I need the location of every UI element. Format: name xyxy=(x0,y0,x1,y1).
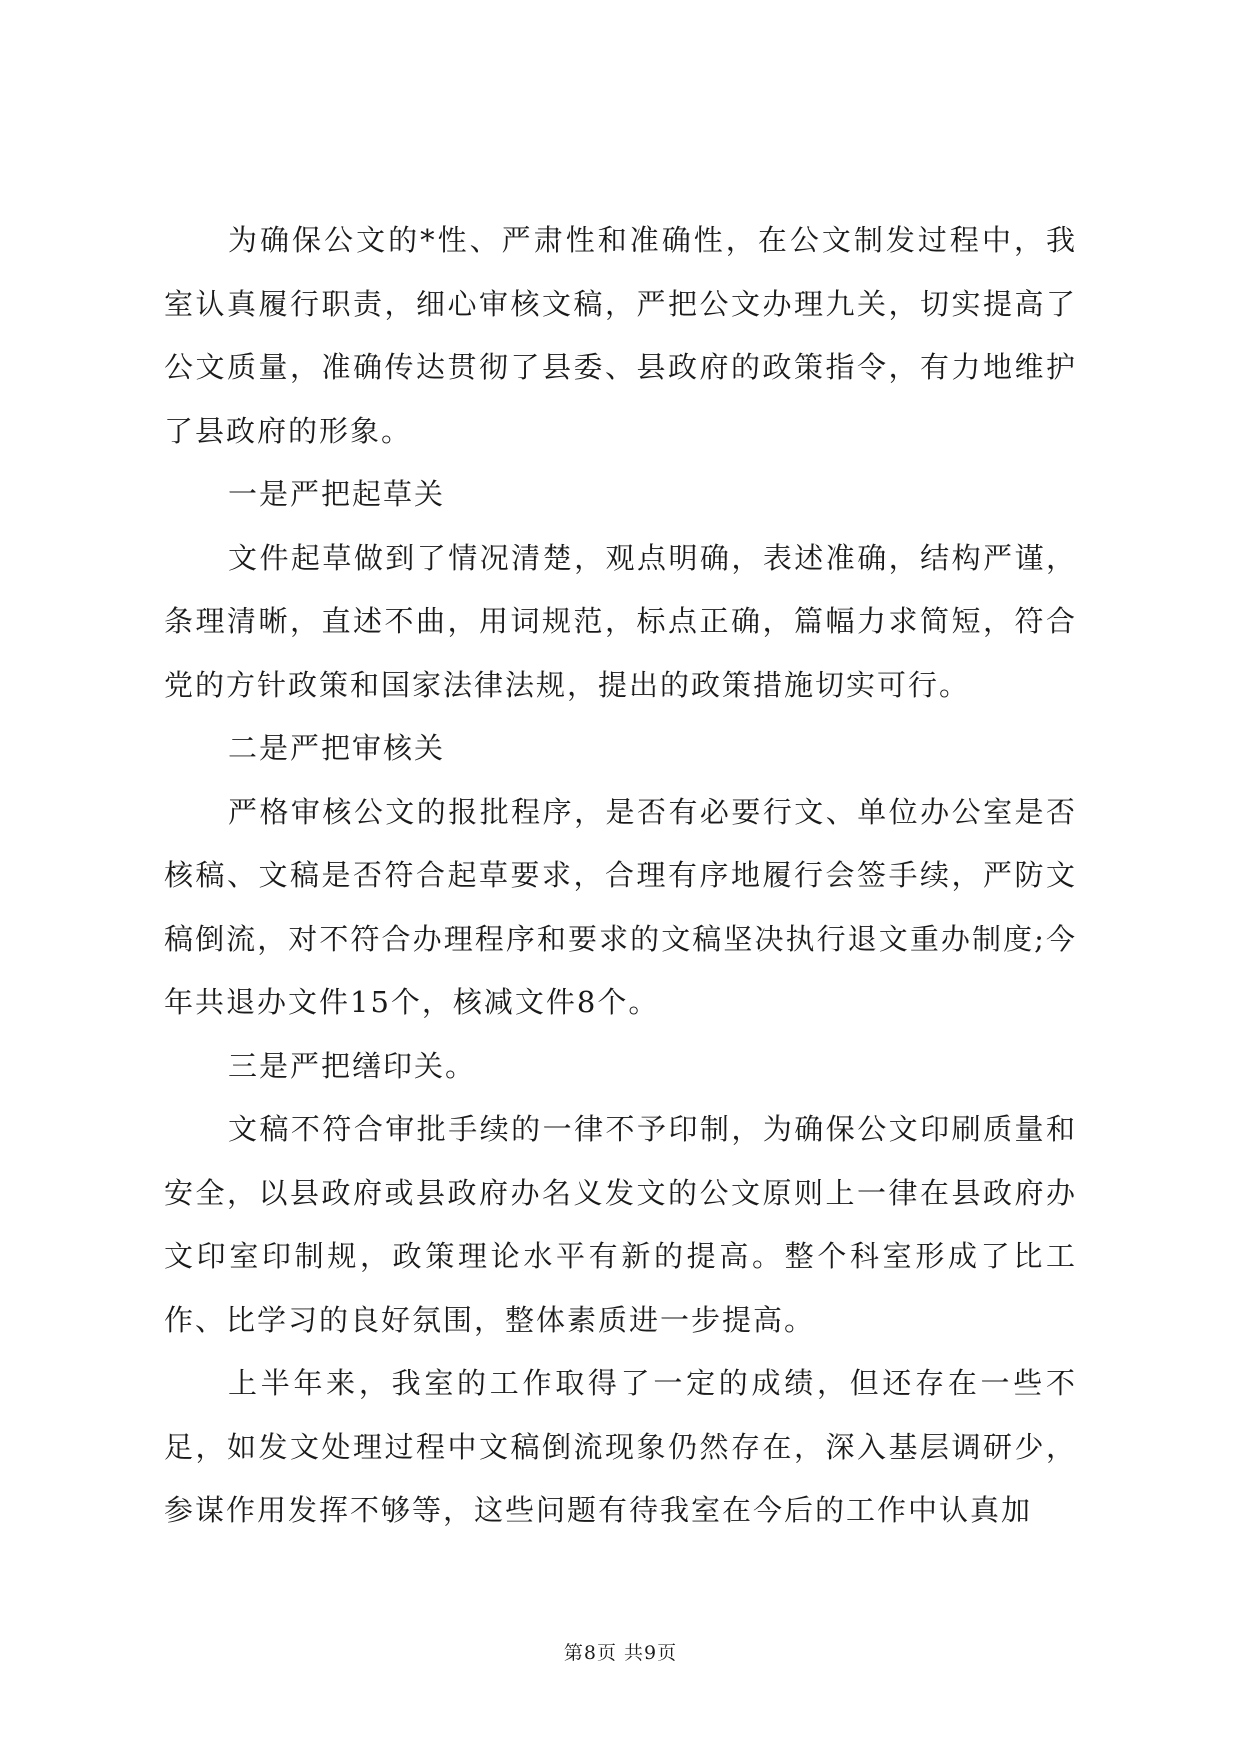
paragraph-review: 严格审核公文的报批程序，是否有必要行文、单位办公室是否核稿、文稿是否符合起草要求，合理有序地履行会签手续，严防文稿倒流，对不符合办理程序和要求的文稿坚决执行退文重办制度;今年共退办文件15个，核减文件8个。 xyxy=(164,794,1077,1019)
paragraph-drafting: 文件起草做到了情况清楚，观点明确，表述准确，结构严谨，条理清晰，直述不曲，用词规范，标点正确，篇幅力求简短，符合党的方针政策和国家法律法规，提出的政策措施切实可行。 xyxy=(164,540,1077,702)
document-body xyxy=(164,209,1077,1543)
paragraph-printing: 文稿不符合审批手续的一律不予印制，为确保公文印刷质量和安全，以县政府或县政府办名义发文的公文原则上一律在县政府办文印室印制规，政策理论水平有新的提高。整个科室形成了比工作、比学习的良好氛围，整体素质进一步提高。 xyxy=(164,1112,1077,1337)
paragraph-intro: 为确保公文的*性、严肃性和准确性，在公文制发过程中，我室认真履行职责，细心审核文稿，严把公文办理九关，切实提高了公文质量，准确传达贯彻了县委、县政府的政策指令，有力地维护了县政府的形象。 xyxy=(164,223,1077,448)
section-heading-review: 二是严把审核关 xyxy=(228,731,446,765)
paragraph-summary: 上半年来，我室的工作取得了一定的成绩，但还存在一些不足，如发文处理过程中文稿倒流现象仍然存在，深入基层调研少，参谋作用发挥不够等，这些问题有待我室在今后的工作中认真加 xyxy=(164,1366,1077,1527)
section-heading-printing: 三是严把缮印关。 xyxy=(228,1048,477,1083)
page-number-footer: 第8页 共9页 xyxy=(563,1642,678,1664)
section-heading-drafting: 一是严把起草关 xyxy=(228,477,446,511)
